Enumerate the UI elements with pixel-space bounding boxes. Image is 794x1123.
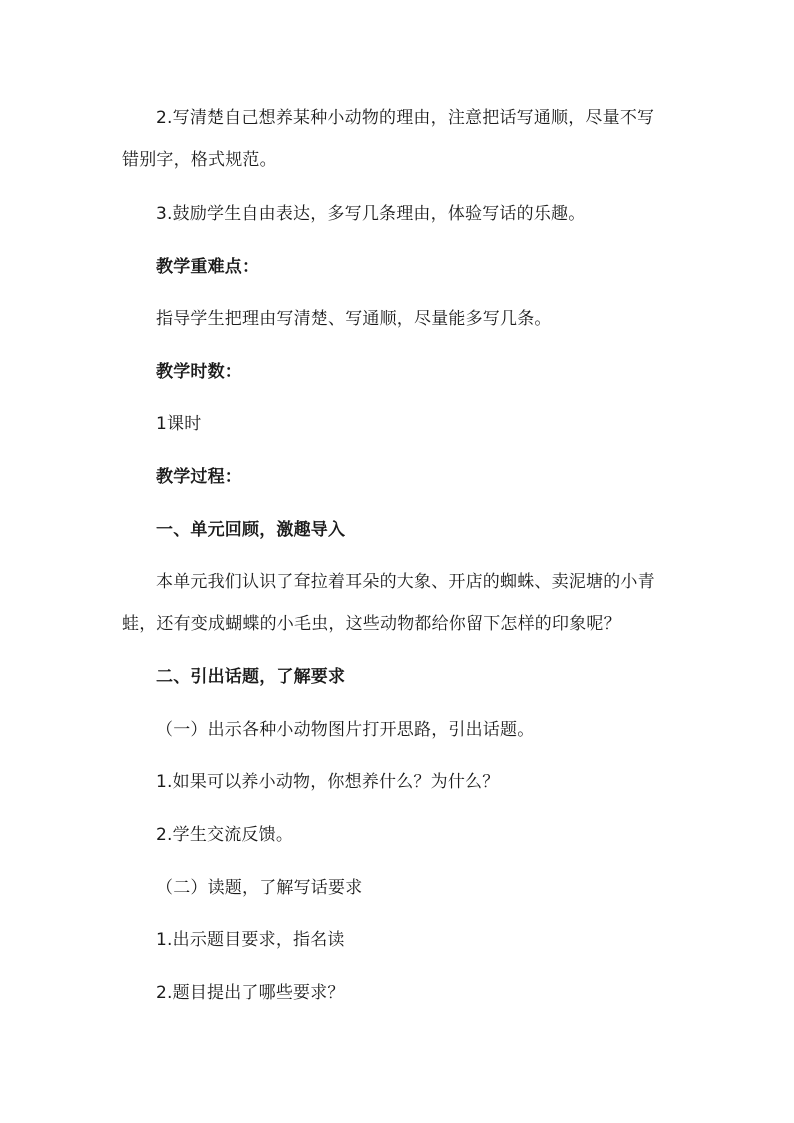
paragraph-line: 2.题目提出了哪些要求？ <box>156 983 345 1003</box>
section-heading: 二、引出话题，了解要求 <box>156 667 346 687</box>
paragraph-line: 1.出示题目要求，指名读 <box>156 930 345 950</box>
paragraph-line: 指导学生把理由写清楚、写通顺，尽量能多写几条。 <box>156 309 552 329</box>
paragraph-line: 1课时 <box>156 414 202 434</box>
paragraph-line: 错别字，格式规范。 <box>122 150 277 170</box>
section-heading: 教学过程： <box>156 467 242 487</box>
section-heading: 教学时数： <box>156 362 242 382</box>
paragraph-line: 本单元我们认识了耷拉着耳朵的大象、开店的蜘蛛、卖泥塘的小青 <box>156 572 655 592</box>
paragraph-line: （二）读题，了解写话要求 <box>156 878 363 898</box>
paragraph-line: 3.鼓励学生自由表达，多写几条理由，体验写话的乐趣。 <box>156 204 586 224</box>
section-heading: 教学重难点： <box>156 257 260 277</box>
paragraph-line: 2.写清楚自己想养某种小动物的理由，注意把话写通顺，尽量不写 <box>156 108 655 128</box>
paragraph-line: （一）出示各种小动物图片打开思路，引出话题。 <box>156 720 535 740</box>
paragraph-line: 蛙，还有变成蝴蝶的小毛虫，这些动物都给你留下怎样的印象呢？ <box>122 614 621 634</box>
paragraph-line: 1.如果可以养小动物，你想养什么？为什么？ <box>156 772 500 792</box>
section-heading: 一、单元回顾，激趣导入 <box>156 520 346 540</box>
paragraph-line: 2.学生交流反馈。 <box>156 825 294 845</box>
